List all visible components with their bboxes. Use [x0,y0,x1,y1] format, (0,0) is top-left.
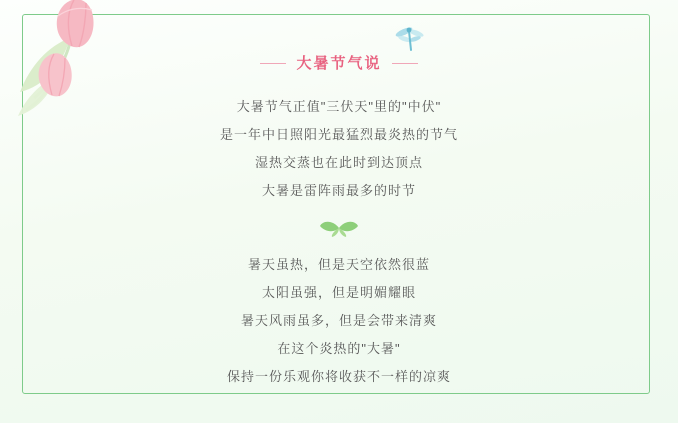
poem-line: 暑天虽热，但是天空依然很蓝 [247,257,430,272]
poem-line: 在这个炎热的"大暑" [277,341,401,356]
poem-line: 暑天风雨虽多，但是会带来清爽 [240,313,437,328]
green-leaf-divider-icon [319,219,359,237]
poem-line: 大暑节气正值"三伏天"里的"中伏" [236,99,442,114]
poem-line: 太阳虽强，但是明媚耀眼 [261,285,416,300]
stanza-second [227,251,451,391]
poem-line: 湿热交蒸也在此时到达顶点 [254,155,423,170]
page-title: 大暑节气说 [290,52,387,73]
stanza-first [220,93,458,205]
poem-line: 是一年中日照阳光最猛烈最炎热的节气 [219,127,458,142]
poem-line: 大暑是雷阵雨最多的时节 [261,183,416,198]
poem-line: 保持一份乐观你将收获不一样的凉爽 [226,369,451,384]
